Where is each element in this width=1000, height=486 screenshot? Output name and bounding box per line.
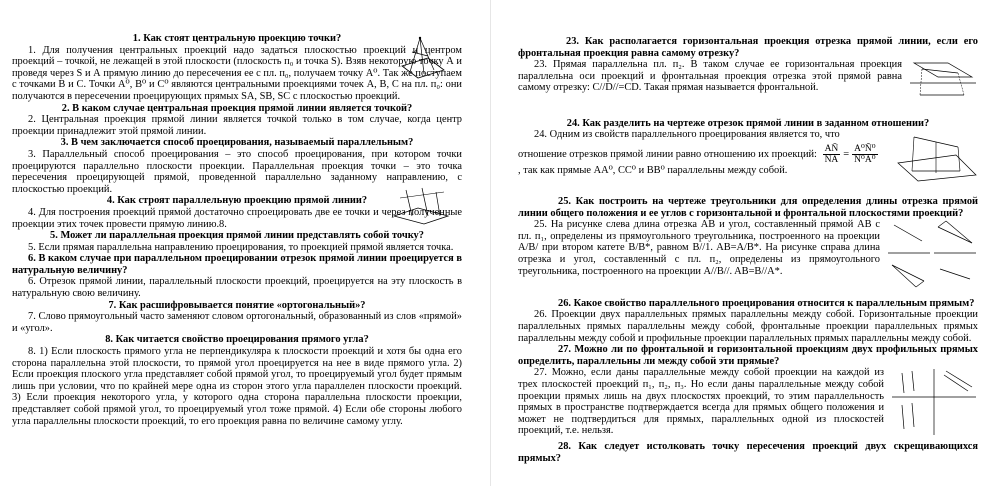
right-p24a: 24. Одним из свойств параллельного проецирования является то, что: [534, 129, 840, 141]
right-text-column: [518, 36, 978, 464]
left-p4: 4. Для построения проекций прямой достаточно спроецировать две ее точки и через полученные проекции этих точек провести прямую линию.8.: [12, 206, 462, 230]
left-text-column: [12, 33, 462, 427]
left-p7: 7. Слово прямоугольный часто заменяют словом ортогональный, образованный из слов «прямой» и «угол».: [12, 311, 462, 334]
ratio-fraction-2: [852, 144, 877, 165]
left-p3: 3. Параллельный способ проецирования – это способ проецирования, при котором точки проецируются параллельно плоскости проекции. Параллельная проекция точки – это точка пересечения проецирующей прямой, проведенной параллельно заданному направлению, с плоскостью проекций.: [12, 148, 462, 195]
frac2-den: Ñ⁰A⁰: [854, 154, 876, 165]
left-p6: 6. Отрезок прямой линии, параллельный плоскости проекций, проецируется на эту плоскость в натуральную свою величину.: [12, 276, 462, 300]
left-q3: 3. В чем заключается способ проецирования, называемый параллельным?: [60, 137, 414, 149]
left-q8: 8. Как читается свойство проецирования прямого угла?: [105, 334, 369, 346]
left-q6: 6. В каком случае при параллельном проецировании отрезок прямой линии проецируется в натуральную величину?: [12, 253, 462, 276]
right-q25: 25. Как построить на чертеже треугольники для определения длины отрезка прямой линии общего положения и ее углов с горизонтальной и фронтальной плоскостями проекций?: [518, 195, 978, 219]
left-p8: 8. 1) Если плоскость прямого угла не перпендикуляра к плоскости проекций и хотя бы одна его сторона параллельна этой плоскости, то прямой угол проецируется на нее в виде прямого угла. 2) Если проекция плоского угла представляет собой прямой угол, то проецируемый угол будет прямым лишь при условии, что по крайней мере одна из сторон этого угла параллелен плоскости проекций. 3) Если проекция некоторого угла, у которого одна сторона параллельна плоскости проекции, представляет собой прямой угол, то проецируемый угол тоже прямой. 4) Если обе стороны любого угла параллельны плоскости проекций, то его проекция равна по величине самому углу.: [12, 346, 462, 427]
right-q24: 24. Как разделить на чертеже отрезок прямой линии в заданном отношении?: [566, 117, 930, 129]
right-q26: 26. Какое свойство параллельного проецирования относится к параллельным прямым?: [558, 297, 975, 309]
frontal-line-figure: [908, 59, 978, 109]
right-q28: 28. Как следует истолковать точку пересечения проекций двух скрещивающихся прямых?: [518, 440, 978, 464]
left-p2: 2. Центральная проекция прямой линии является точкой только в том случае, когда центр проекции принадлежит этой прямой линии.: [12, 114, 462, 137]
left-p5: 5. Если прямая параллельна направлению проецирования, то проекцией прямой является точка.: [28, 241, 454, 253]
true-length-figures: [886, 219, 978, 295]
left-page: [0, 0, 491, 486]
equals-sign: =: [843, 148, 850, 160]
right-q23: 23. Как располагается горизонтальная проекция отрезка прямой линии, если его фронтальная проекция равна самому отрезку?: [518, 36, 978, 59]
left-p1: 1. Для получения центральных проекций надо задаться плоскостью проекций и центром проекций – точкой, не лежащей в этой плоскости (плоскость п₀ и точка S). Взяв некоторую точку А и проведя через S и А прямую линию до пересечения ее с пл. п₀, получаем точку А⁰. Так же поступаем с точками В и С. Точки А⁰, В⁰ и С⁰ являются центральными проекциями точек А, В, С на пл. п₀: они получаются в пересечении проецирующих прямых SA, SB, SC с плоскостью проекций.: [12, 44, 462, 102]
right-p24c: , так как прямые AA⁰, CC⁰ и BB⁰ параллельны между собой.: [518, 164, 788, 176]
frac1-num: AÑ: [824, 143, 839, 154]
profile-lines-figure: [890, 367, 978, 441]
frac2-num: A⁰Ñ⁰: [854, 143, 876, 154]
left-q1: 1. Как стоят центральную проекцию точки?: [132, 33, 342, 44]
right-p24b: отношение отрезков прямой линии равно отношению их проекций:: [518, 148, 817, 160]
left-q7: 7. Как расшифровывается понятие «ортогональный»?: [108, 299, 366, 311]
right-q27: 27. Можно ли по фронтальной и горизонтальной проекциям двух профильных прямых определить, параллельны ли между собой эти прямые?: [518, 344, 978, 367]
right-p27: 27. Можно, если даны параллельные между собой проекции на каждой из трех плоскостей проекций п₁, п₂, п₃. Но если даны параллельные между собой проекции прямых лишь на двух плоскостях проекций, то этим параллельность прямых в пространстве подтверждается всегда для прямых общего положения и может не подтвердиться для прямых, параллельных одной из плоскостей проекций, т.е. нельзя.: [518, 367, 884, 437]
left-q5: 5. Может ли параллельная проекция прямой линии представлять собой точку?: [50, 230, 424, 242]
right-p25: 25. На рисунке слева длина отрезка AB и угол, составленный прямой AB с пл. п₁, определены из прямоугольного треугольника, построенного на проекции A/B/ при втором катете B/B*, равном B//1. AB=A/B*. На рисунке справа длина отрезка и угол, составленный с пл. п₂, определены из прямоугольного треугольника, построенного на проекции A//B//. AB=B//A*.: [518, 219, 880, 277]
right-page: [510, 0, 1000, 486]
right-p26: 26. Проекции двух параллельных прямых параллельны между собой. Горизонтальные проекции параллельных прямых параллельны между собой, фронтальные проекции параллельных прямых параллельны между собой и профильные проекции параллельных прямых параллельны между собой.: [518, 309, 978, 344]
frac1-den: ÑA: [824, 154, 839, 165]
left-q4: 4. Как строят параллельную проекцию прямой линии?: [106, 195, 368, 207]
division-figure: [896, 129, 978, 187]
left-q2: 2. В каком случае центральная проекция прямой линии является точкой?: [61, 102, 413, 114]
ratio-fraction-1: [823, 144, 841, 165]
right-p23: 23. Прямая параллельна пл. п₂. В таком случае ее горизонтальная проекция параллельна оси проекций и фронтальная проекция отрезка этой прямой равна самому отрезку: C//D//=CD. Такая прямая называется фронтальной.: [518, 59, 902, 94]
